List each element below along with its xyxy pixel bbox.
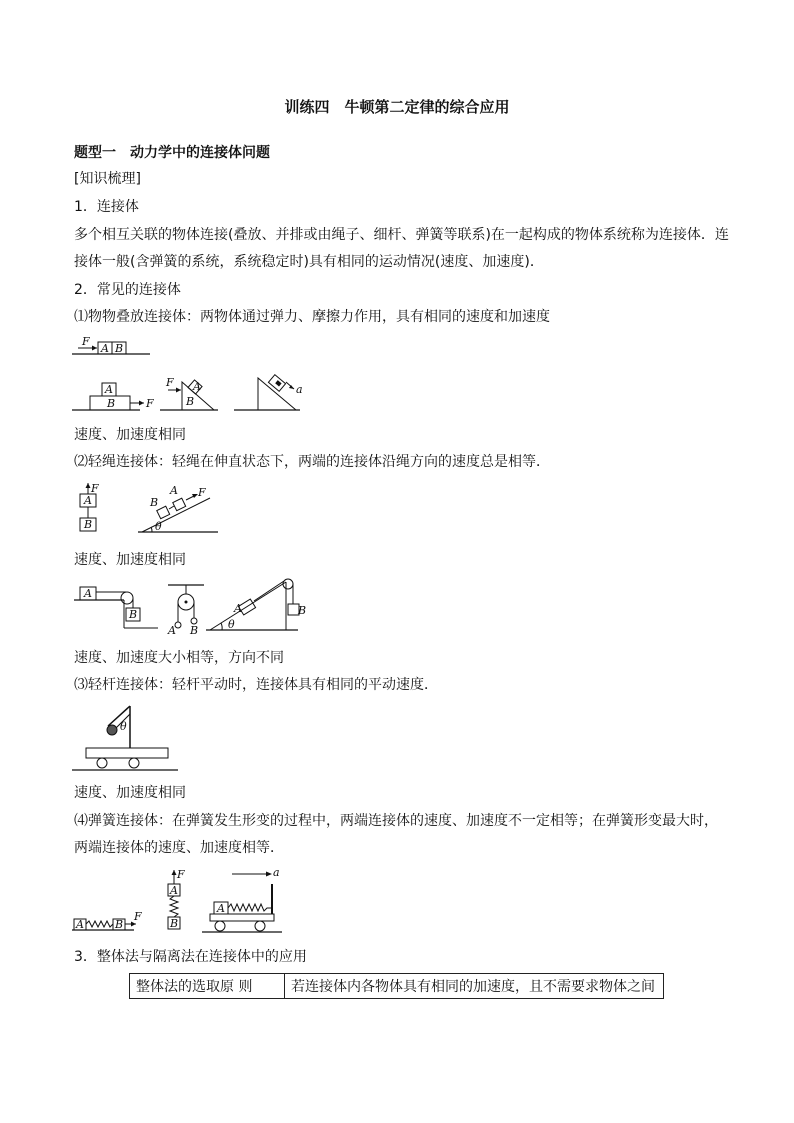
label-B: B [186, 395, 195, 408]
label-F: F [146, 397, 154, 410]
wedge-push-figure [160, 374, 220, 414]
table-cell-content: 若连接体内各物体具有相同的加速度，且不需要求物体之间 [285, 974, 664, 999]
label-theta: θ [120, 720, 127, 733]
incline-pulley-figure [206, 574, 310, 634]
label-A: A [105, 383, 113, 396]
label-F: F [177, 868, 185, 881]
incline-accel-figure [234, 372, 314, 414]
label-F: F [134, 910, 142, 923]
section-heading: 题型一 动力学中的连接体问题 [74, 145, 270, 161]
stacked-connection-text: ⑴物物叠放连接体：两物体通过弹力、摩擦力作用，具有相同的速度和加速度 [74, 309, 550, 325]
label-A: A [84, 587, 92, 600]
label-A: A [168, 624, 176, 637]
page-title: 训练四 牛顿第二定律的综合应用 [284, 98, 510, 116]
label-F: F [82, 335, 90, 348]
label-A: A [76, 918, 84, 931]
label-A: A [101, 342, 109, 355]
label-B: B [107, 397, 116, 410]
label-F: F [91, 482, 99, 495]
caption-same-velocity-1: 速度、加速度相同 [74, 427, 186, 443]
label-A: A [217, 902, 225, 915]
caption-same-velocity-2: 速度、加速度相同 [74, 552, 186, 568]
label-B: B [298, 604, 307, 617]
item1-line1: 多个相互关联的物体连接(叠放、并排或由绳子、细杆、弹簧等联系)在一起构成的物体系统称为连接体．连 [74, 227, 729, 243]
spring-cart-figure [202, 866, 286, 936]
item3-heading: 3．整体法与隔离法在连接体中的应用 [74, 949, 307, 965]
label-A: A [170, 884, 178, 897]
item1-heading: 1．连接体 [74, 199, 139, 215]
method-table [129, 973, 664, 999]
label-B: B [115, 918, 124, 931]
atwood-pulley-figure [166, 582, 206, 636]
label-A: A [84, 494, 92, 507]
label-A: A [193, 380, 201, 393]
table-cell-label: 整体法的选取原 则 [130, 974, 285, 999]
label-B: B [115, 342, 124, 355]
stacked-blocks-figure [70, 336, 160, 358]
label-B: B [84, 518, 93, 531]
caption-same-magnitude: 速度、加速度大小相等，方向不同 [74, 650, 284, 666]
caption-same-velocity-3: 速度、加速度相同 [74, 785, 186, 801]
label-B: B [129, 608, 138, 621]
knowledge-tag: [知识梳理] [74, 171, 141, 187]
label-B: B [150, 496, 159, 509]
label-a: a [296, 383, 303, 396]
block-on-block-figure [70, 378, 160, 414]
label-a: a [273, 866, 280, 879]
label-theta: θ [155, 520, 162, 533]
rod-cart-figure [72, 700, 182, 772]
vertical-spring-figure [164, 866, 194, 934]
rod-connection-text: ⑶轻杆连接体：轻杆平动时，连接体具有相同的平动速度． [74, 677, 438, 693]
label-B: B [170, 917, 179, 930]
spring-connection-text-1: ⑷弹簧连接体：在弹簧发生形变的过程中，两端连接体的速度、加速度不一定相等；在弹簧形变最大时， [74, 813, 718, 829]
horizontal-spring-figure [72, 912, 152, 934]
label-F: F [166, 376, 174, 389]
item2-heading: 2．常见的连接体 [74, 282, 181, 298]
table-row [130, 974, 664, 999]
vertical-rope-figure [74, 482, 104, 540]
item1-line2: 接体一般(含弹簧的系统，系统稳定时)具有相同的运动情况(速度、加速度)． [74, 254, 544, 270]
table-pulley-figure [72, 584, 162, 634]
rope-connection-text: ⑵轻绳连接体：轻绳在伸直状态下，两端的连接体沿绳方向的速度总是相等． [74, 454, 550, 470]
label-F: F [198, 486, 206, 499]
spring-connection-text-2: 两端连接体的速度、加速度相等． [74, 840, 284, 856]
incline-rope-figure [138, 484, 224, 536]
label-A: A [234, 602, 242, 615]
label-B: B [190, 624, 199, 637]
label-theta: θ [228, 618, 235, 631]
label-A: A [170, 484, 178, 497]
